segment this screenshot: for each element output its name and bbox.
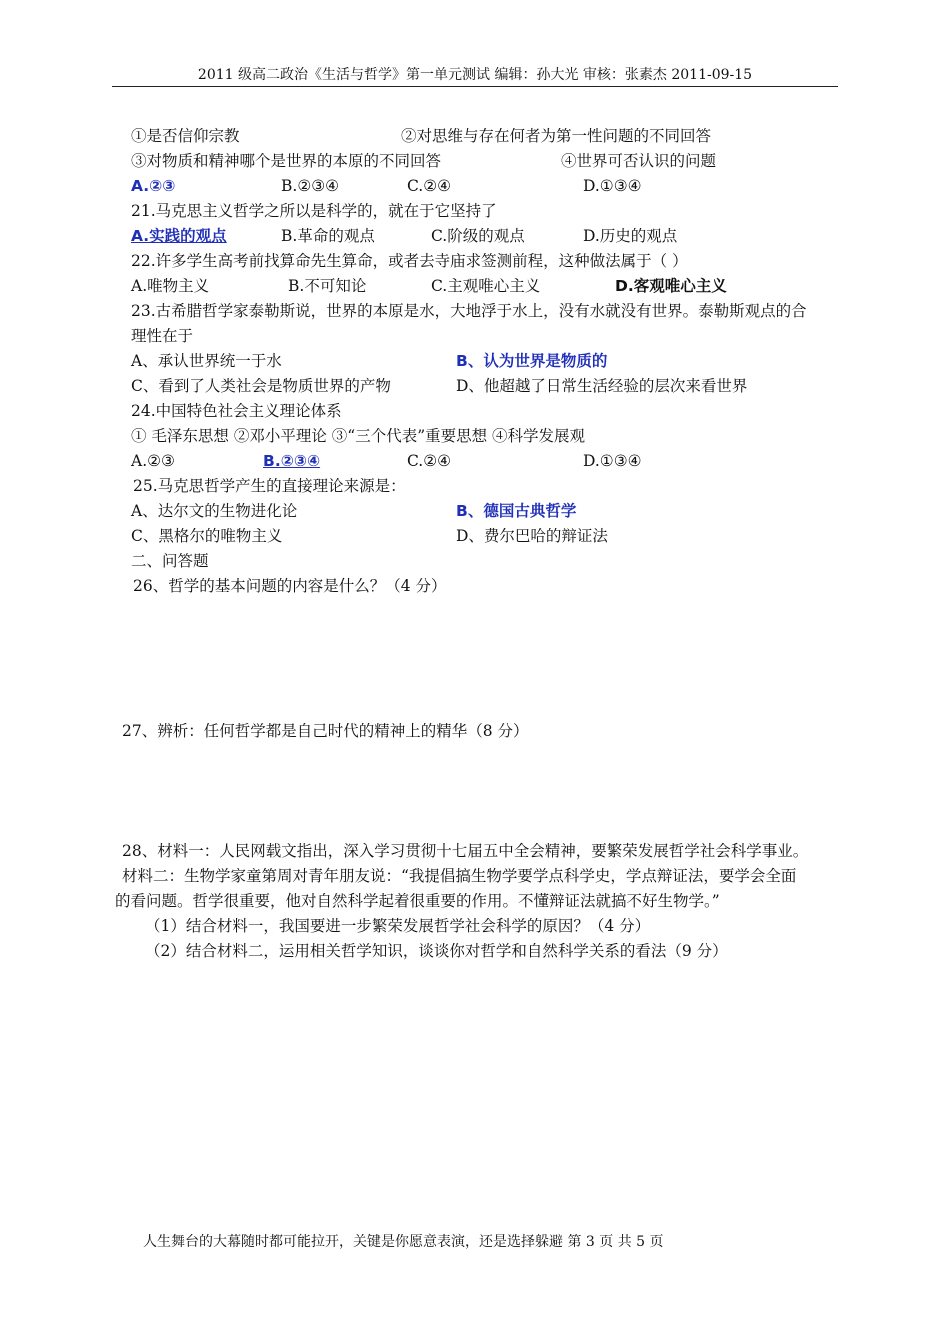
- q28-material-2-cont: 的看问题。哲学很重要，他对自然科学起着很重要的作用。不懂辩证法就搞不好生物学。”: [115, 892, 720, 910]
- q24-stem: 24.中国特色社会主义理论体系: [131, 402, 342, 420]
- q23-choice-a: A、承认世界统一于水: [131, 352, 282, 370]
- q28-sub-question-2: （2）结合材料二，运用相关哲学知识，谈谈你对哲学和自然科学关系的看法（9 分）: [145, 942, 728, 960]
- q20-option-4: ④世界可否认识的问题: [561, 152, 717, 170]
- page-footer: 人生舞台的大幕随时都可能拉开，关键是你愿意表演，还是选择躲避 第 3 页 共 5 页: [143, 1234, 664, 1250]
- q24-choice-d: D.①③④: [583, 452, 642, 470]
- q25-choice-b: B、德国古典哲学: [456, 502, 577, 520]
- q23-stem-line1: 23.古希腊哲学家泰勒斯说，世界的本原是水，大地浮于水上，没有水就没有世界。泰勒斯观点的合: [131, 302, 807, 320]
- q23-choice-d: D、他超越了日常生活经验的层次来看世界: [456, 377, 748, 395]
- q20-choice-a: A.②③: [131, 177, 176, 195]
- q21-choice-b: B.革命的观点: [281, 227, 375, 245]
- q28-material-2: 材料二：生物学家童第周对青年朋友说：“我提倡搞生物学要学点科学史，学点辩证法，要学会全面: [122, 867, 797, 885]
- q20-choice-d: D.①③④: [583, 177, 642, 195]
- q24-choice-b: B.②③④: [263, 452, 321, 470]
- page-header: 2011 级高二政治《生活与哲学》第一单元测试 编辑：孙大光 审核：张素杰 2011-09-15: [197, 67, 753, 83]
- section-heading: 二、问答题: [131, 552, 209, 570]
- q22-choice-d: D.客观唯心主义: [615, 277, 727, 295]
- q21-stem: 21.马克思主义哲学之所以是科学的，就在于它坚持了: [131, 202, 497, 220]
- q25-choice-d: D、费尔巴哈的辩证法: [456, 527, 608, 545]
- q24-choice-a: A.②③: [131, 452, 175, 470]
- q21-choice-a: A.实践的观点: [131, 227, 227, 245]
- q20-choice-c: C.②④: [407, 177, 452, 195]
- q25-choice-c: C、黑格尔的唯物主义: [131, 527, 283, 545]
- q24-choice-c: C.②④: [407, 452, 452, 470]
- q20-option-3: ③对物质和精神哪个是世界的本原的不同回答: [131, 152, 442, 170]
- q23-choice-b: B、认为世界是物质的: [456, 352, 608, 370]
- q24-options: ① 毛泽东思想 ②邓小平理论 ③“三个代表”重要思想 ④科学发展观: [131, 427, 586, 445]
- q28-sub-question-1: （1）结合材料一，我国要进一步繁荣发展哲学社会科学的原因？（4 分）: [145, 917, 651, 935]
- q25-choice-a: A、达尔文的生物进化论: [131, 502, 298, 520]
- q23-choice-c: C、看到了人类社会是物质世界的产物: [131, 377, 391, 395]
- q22-stem: 22.许多学生高考前找算命先生算命，或者去寺庙求签测前程，这种做法属于（ ）: [131, 252, 688, 270]
- q25-stem: 25.马克思哲学产生的直接理论来源是：: [133, 477, 406, 495]
- q21-choice-d: D.历史的观点: [583, 227, 678, 245]
- q22-choice-b: B.不可知论: [288, 277, 367, 295]
- header-rule: [112, 86, 838, 87]
- q23-stem-line2: 理性在于: [131, 327, 194, 345]
- q21-choice-c: C.阶级的观点: [431, 227, 525, 245]
- q28-material-1: 28、材料一：人民网载文指出，深入学习贯彻十七届五中全会精神，要繁荣发展哲学社会科学事业。: [122, 842, 809, 860]
- q22-choice-c: C.主观唯心主义: [431, 277, 541, 295]
- q20-choice-b: B.②③④: [281, 177, 340, 195]
- q22-choice-a: A.唯物主义: [131, 277, 210, 295]
- q20-option-1: ①是否信仰宗教: [131, 127, 240, 145]
- q20-option-2: ②对思维与存在何者为第一性问题的不同回答: [401, 127, 712, 145]
- q26-stem: 26、哲学的基本问题的内容是什么？（4 分）: [133, 577, 447, 595]
- q27-stem: 27、辨析：任何哲学都是自己时代的精神上的精华（8 分）: [122, 722, 529, 740]
